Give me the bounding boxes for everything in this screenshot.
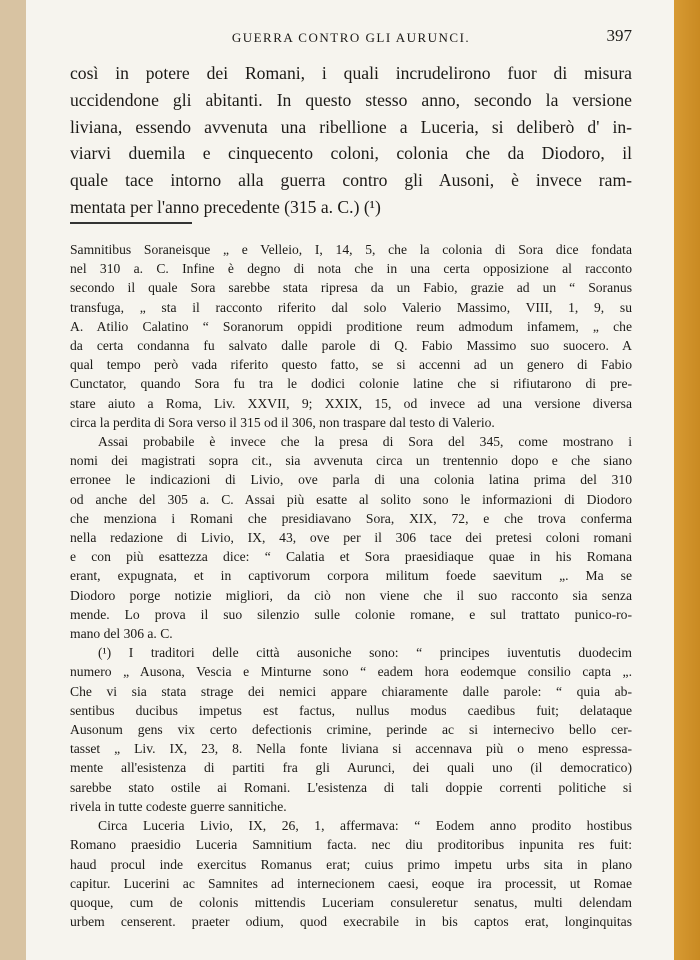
footnote-line: Diodoro porge notizie migliori, da ciò non viene che il suo racconto sia senza	[70, 587, 632, 603]
footnote-line: mano del 306 a. C.	[70, 626, 173, 642]
footnote-line: erronee le indicazioni di Livio, ove parla di una colonia latina prima del 310	[70, 472, 632, 488]
footnote-line: capitur. Lucerini ac Samnites ad internecionem caesi, eoque ira processit, ut Romae	[70, 875, 632, 891]
footnote-line: Ausonum gens vix certo defectionis crimine, perinde ac si internecivo bello cer-	[70, 722, 632, 738]
footnote-line: e con più esattezza dice: “ Calatia et Sora praesidiaque quae in his Romana	[70, 549, 632, 565]
footnote-line: mende. Lo prova il suo silenzio sulle colonie romane, e sul trattato punico-ro-	[70, 606, 632, 622]
footnote-line: secondo il quale Sora sarebbe stata ripresa da un Fabio, grazie ad un “ Soranus	[70, 280, 632, 296]
footnote-line: Samnitibus Soraneisque „ e Velleio, I, 14, 5, che la colonia di Sora dice fondata	[70, 242, 632, 257]
footnote-line: transfuga, „ sta il racconto riferito dal solo Valerio Massimo, VIII, 1, 9, su	[70, 299, 632, 315]
footnote-line: che menziona i Romani che presidiavano Sora, XIX, 72, e che trova conferma	[70, 510, 632, 526]
footnote-line: Romano praesidio Luceria Samnitium facta. nec diu proditoribus inpunita res fuit:	[70, 837, 632, 853]
footnote-line: numero „ Ausona, Vescia e Minturne sono “ eadem hora eodemque consilio capta „.	[70, 664, 632, 680]
footnote-line: stare aiuto a Roma, Liv. XXVII, 9; XXIX, 15, od invece ad una versione diversa	[70, 395, 632, 411]
main-text-line: liviana, essendo avvenuta una ribellione a Luceria, si deliberò d' in-	[70, 116, 632, 137]
footnote-line: rivela in tutte codeste guerre sannitiche.	[70, 798, 287, 814]
footnote-rule	[70, 222, 192, 224]
footnote-line: mente all'esistenza di partiti fra gli Aurunci, dei quali uno (il democratico)	[70, 760, 632, 776]
footnote-line: quoque, cum de colonis mittendis Luceriam consuleretur senatus, multi delendam	[70, 894, 632, 910]
footnote-line: nel 310 a. C. Infine è degno di nota che in una certa opposizione al racconto	[70, 261, 632, 277]
footnote-line: circa la perdita di Sora verso il 315 od il 306, non traspare dal testo di Valerio.	[70, 414, 495, 430]
footnote-line: nella redazione di Livio, IX, 43, ove per il 306 tace dei pretesi coloni romani	[70, 530, 632, 546]
footnote-line: haud procul inde exercitus Romanus erat; cuius primo impetu urbs sita in plano	[70, 856, 632, 872]
main-text-line: così in potere dei Romani, i quali incrudelirono fuor di misura	[70, 63, 632, 83]
page-header	[70, 26, 632, 52]
footnote-line: A. Atilio Calatino “ Soranorum oppidi proditione reum admodum infamem, „ che	[70, 318, 632, 334]
footnote-line: Che vi sia stata strage dei nemici appare chiaramente dalle parole: “ quia ab-	[70, 683, 632, 699]
main-text-line: mentata per l'anno precedente (315 a. C.) (¹)	[70, 196, 381, 217]
book-page	[26, 0, 674, 960]
scan-left-edge	[0, 0, 26, 960]
main-text-line: quale tace intorno alla guerra contro gli Ausoni, è invece ram-	[70, 170, 632, 191]
footnote-line: od anche del 305 a. C. Assai più esatte al solito sono le informazioni di Diodoro	[70, 491, 632, 507]
footnote-line: urbem censerent. praeter odium, quod execrabile in bis captos erat, longinquitas	[70, 914, 632, 930]
main-text-line: uccidendone gli abitanti. In questo stesso anno, secondo la versione	[70, 89, 632, 110]
main-text-line: viarvi duemila e cinquecento coloni, colonia che da Diodoro, il	[70, 143, 632, 164]
main-text	[70, 60, 632, 221]
footnote-line: Circa Luceria Livio, IX, 26, 1, affermava: “ Eodem anno prodito hostibus	[98, 818, 632, 834]
footnote-line: da certa condanna fu salvato dalle parole di Q. Fabio Massimo suo suocero. A	[70, 338, 632, 354]
running-head: GUERRA CONTRO GLI AURUNCI.	[231, 30, 471, 45]
footnote-line: Assai probabile è invece che la presa di Sora del 345, come mostrano i	[98, 434, 632, 450]
footnotes	[70, 240, 632, 931]
footnote-line: sentibus ducibus impetus est factus, nullus modus caedibus fuit; delataque	[70, 702, 632, 718]
scan-right-edge	[674, 0, 700, 960]
footnote-line: Cunctator, quando Sora fu tra le dodici colonie latine che si rifiutarono di pre-	[70, 376, 632, 392]
footnote-line: sarebbe stato ostile ai Romani. L'esistenza di tali doppie correnti politiche si	[70, 779, 632, 795]
footnote-line: tasset „ Liv. IX, 23, 8. Nella fonte liviana si accennava più o meno espressa-	[70, 741, 632, 757]
footnote-line: erant, expugnata, et in captivorum corpora militum foede saevitum „. Ma se	[70, 568, 632, 584]
page-number: 397	[606, 26, 632, 45]
footnote-line: qual tempo però vada riferito questo fatto, se si accenni ad un genero di Fabio	[70, 357, 632, 373]
footnote-line: (¹) I traditori delle città ausoniche sono: “ principes iuventutis duodecim	[98, 645, 632, 661]
footnote-line: nomi dei magistrati sopra cit., sia avvenuta circa un trentennio dopo e che siano	[70, 453, 632, 469]
